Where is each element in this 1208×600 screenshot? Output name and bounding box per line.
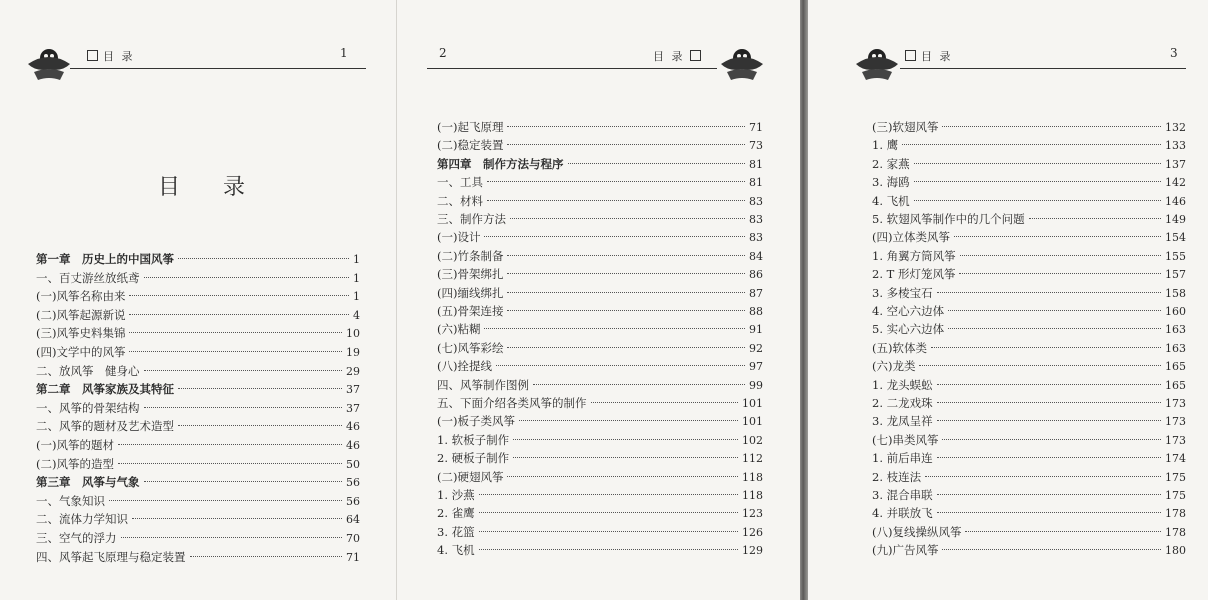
entry-title: (九)广告风筝	[872, 543, 939, 558]
dot-leader	[507, 292, 745, 293]
dot-leader	[937, 420, 1161, 421]
toc-entry	[437, 210, 763, 228]
running-header: 目 录	[900, 48, 953, 64]
dot-leader	[510, 218, 745, 219]
toc-entry	[872, 173, 1186, 191]
entry-page-number: 165	[1165, 360, 1186, 374]
toc-entry	[437, 265, 763, 283]
entry-title: 5. 软翅风筝制作中的几个问题	[872, 212, 1025, 226]
entry-title: 2. T 形灯笼风筝	[872, 267, 956, 282]
entry-page-number: 91	[749, 323, 763, 337]
dot-leader	[132, 518, 342, 519]
dot-leader	[1029, 218, 1161, 219]
toc-entry	[437, 228, 763, 246]
dot-leader	[178, 425, 342, 426]
box-icon	[690, 50, 701, 61]
entry-page-number: 180	[1165, 544, 1186, 558]
entry-title: 3. 花篮	[437, 524, 475, 539]
entry-title: 3. 多棱宝石	[872, 285, 933, 300]
entry-page-number: 132	[1165, 121, 1186, 134]
toc-entry	[437, 394, 763, 412]
entry-page-number: 178	[1165, 525, 1186, 539]
entry-page-number: 84	[749, 249, 763, 263]
entry-page-number: 102	[742, 433, 763, 447]
entry-page-number: 149	[1165, 213, 1186, 226]
toc-entry	[437, 302, 763, 320]
entry-title: 三、空气的浮力	[36, 531, 117, 545]
toc-entry	[437, 541, 763, 559]
toc-entry	[36, 399, 360, 417]
dot-leader	[937, 494, 1161, 495]
dot-leader	[479, 531, 738, 532]
entry-page-number: 163	[1165, 341, 1186, 355]
toc-entry	[872, 136, 1186, 154]
entry-page-number: 70	[346, 532, 360, 545]
entry-page-number: 83	[749, 194, 763, 208]
page-2	[396, 0, 800, 600]
entry-title: (一)起飞原理	[437, 120, 504, 134]
entry-title: (一)设计	[437, 230, 481, 245]
entry-title: 4. 并联放飞	[872, 506, 933, 521]
toc-entry	[872, 210, 1186, 228]
dot-leader	[178, 258, 349, 259]
dot-leader	[487, 200, 745, 201]
dot-leader	[507, 273, 745, 274]
toc-entry	[872, 228, 1186, 246]
toc-entry	[872, 394, 1186, 412]
toc-entry	[36, 529, 360, 547]
dot-leader	[568, 163, 746, 164]
dot-leader	[129, 295, 349, 296]
entry-title: (二)稳定装置	[437, 138, 504, 153]
entry-title: 3. 海鸥	[872, 175, 910, 190]
dot-leader	[937, 402, 1161, 403]
entry-page-number: 173	[1165, 415, 1186, 429]
page-number: 3	[1170, 46, 1178, 60]
entry-page-number: 157	[1165, 268, 1186, 282]
toc-title: 目 录	[158, 175, 263, 200]
entry-title: 一、风筝的骨架结构	[36, 400, 140, 415]
dot-leader	[942, 439, 1161, 440]
toc-entry	[872, 192, 1186, 210]
entry-title: (六)粘糊	[437, 322, 481, 337]
toc-entry	[872, 302, 1186, 320]
running-header: 目 录	[82, 48, 135, 64]
entry-title: 4. 空心六边体	[872, 304, 945, 318]
toc-entry	[36, 436, 360, 454]
dot-leader	[513, 457, 738, 458]
dot-leader	[129, 332, 342, 333]
dot-leader	[960, 255, 1161, 256]
toc-entry	[437, 523, 763, 541]
dot-leader	[129, 314, 349, 315]
entry-title: (一)风筝名称由来	[36, 289, 126, 304]
entry-title: 一、百丈游丝放纸鸢	[36, 270, 140, 285]
entry-title: 4. 飞机	[437, 543, 475, 558]
dot-leader	[144, 277, 350, 278]
entry-page-number: 155	[1165, 249, 1186, 263]
entry-page-number: 1	[353, 253, 360, 266]
entry-title: 1. 角翼方筒风筝	[872, 248, 956, 263]
entry-title: 1. 沙燕	[437, 488, 475, 502]
box-icon	[87, 50, 98, 61]
entry-page-number: 81	[749, 157, 763, 171]
dot-leader	[487, 181, 745, 182]
toc-entry	[36, 287, 360, 305]
entry-page-number: 83	[749, 213, 763, 226]
toc-entry	[872, 118, 1186, 136]
toc-entry	[437, 118, 763, 136]
entry-title: (三)风筝史料集锦	[36, 326, 126, 341]
dot-leader	[948, 310, 1161, 311]
entry-title: 五、下面介绍各类风筝的制作	[437, 396, 587, 410]
entry-title: (五)软体类	[872, 340, 927, 355]
entry-title: 2. 硬板子制作	[437, 451, 510, 466]
entry-title: (七)风筝彩绘	[437, 340, 504, 355]
entry-page-number: 10	[346, 327, 360, 341]
entry-title: 5. 实心六边体	[872, 322, 945, 337]
dot-leader	[914, 181, 1161, 182]
entry-page-number: 178	[1165, 507, 1186, 521]
entry-page-number: 73	[749, 139, 763, 153]
entry-page-number: 1	[353, 290, 360, 304]
entry-title: 一、气象知识	[36, 493, 105, 508]
entry-page-number: 112	[742, 452, 763, 466]
kite-ornament-icon	[854, 42, 900, 86]
toc-entry	[36, 362, 360, 380]
toc-entry	[872, 155, 1186, 173]
page-3	[808, 0, 1208, 600]
toc-entry	[437, 339, 763, 357]
entry-page-number: 173	[1165, 397, 1186, 410]
entry-title: 二、放风筝 健身心	[36, 363, 140, 378]
toc-entry	[437, 173, 763, 191]
entry-page-number: 19	[346, 346, 360, 359]
toc-entry	[872, 504, 1186, 522]
dot-leader	[937, 292, 1161, 293]
entry-page-number: 146	[1165, 194, 1186, 208]
entry-page-number: 29	[346, 364, 360, 378]
entry-page-number: 46	[346, 420, 360, 434]
running-header: 目 录	[653, 48, 706, 64]
entry-title: (四)缅线绑扎	[437, 285, 504, 300]
entry-page-number: 64	[346, 513, 360, 527]
toc-entry	[872, 468, 1186, 486]
entry-title: 3. 混合串联	[872, 488, 933, 502]
dot-leader	[937, 457, 1161, 458]
entry-title: (六)龙类	[872, 359, 916, 374]
toc-entry	[437, 468, 763, 486]
toc-entry	[872, 412, 1186, 430]
toc-entry	[36, 510, 360, 528]
entry-page-number: 101	[742, 415, 763, 429]
toc-entry	[872, 449, 1186, 467]
toc-entry	[872, 376, 1186, 394]
entry-title: (五)骨架连接	[437, 304, 504, 318]
dot-leader	[109, 500, 342, 501]
dot-leader	[533, 384, 745, 385]
dot-leader	[507, 347, 745, 348]
toc-entry	[437, 357, 763, 375]
entry-title: 二、流体力学知识	[36, 512, 128, 527]
entry-title: 二、材料	[437, 193, 483, 208]
toc-entry	[437, 376, 763, 394]
entry-page-number: 97	[749, 360, 763, 374]
entry-title: 2. 家燕	[872, 156, 910, 171]
kite-ornament-icon	[719, 42, 765, 86]
dot-leader	[479, 549, 738, 550]
entry-page-number: 173	[1165, 433, 1186, 447]
toc-entry	[36, 455, 360, 473]
toc-entry	[872, 339, 1186, 357]
toc-chapter-entry	[36, 473, 360, 491]
entry-page-number: 46	[346, 439, 360, 452]
dot-leader	[118, 463, 342, 464]
entry-page-number: 174	[1165, 452, 1186, 466]
toc-entry	[872, 265, 1186, 283]
toc-entry	[872, 320, 1186, 338]
dot-leader	[902, 144, 1161, 145]
dot-leader	[118, 444, 342, 445]
toc-entry	[437, 192, 763, 210]
toc-entry	[872, 284, 1186, 302]
entry-page-number: 154	[1165, 231, 1186, 245]
entry-page-number: 56	[346, 494, 360, 508]
entry-title: (二)竹条制备	[437, 248, 504, 263]
toc-entry	[36, 417, 360, 435]
dot-leader	[484, 328, 745, 329]
entry-page-number: 133	[1165, 139, 1186, 153]
entry-title: (三)骨架绑扎	[437, 267, 504, 282]
toc-entry	[872, 486, 1186, 504]
entry-title: (一)板子类风筝	[437, 414, 515, 429]
entry-page-number: 56	[346, 476, 360, 490]
entry-title: 第二章 风筝家族及其特征	[36, 382, 174, 397]
toc-chapter-entry	[36, 250, 360, 268]
entry-page-number: 118	[742, 489, 763, 502]
entry-title: 4. 飞机	[872, 193, 910, 208]
entry-page-number: 71	[749, 121, 763, 134]
page-number: 1	[340, 46, 348, 60]
dot-leader	[496, 365, 745, 366]
dot-leader	[519, 420, 738, 421]
toc-entry	[36, 548, 360, 566]
entry-page-number: 99	[749, 378, 763, 392]
entry-page-number: 92	[749, 341, 763, 355]
entry-page-number: 101	[742, 397, 763, 410]
entry-page-number: 71	[346, 550, 360, 564]
dot-leader	[507, 476, 738, 477]
dot-leader	[937, 384, 1161, 385]
toc-entry	[437, 284, 763, 302]
dot-leader	[937, 512, 1161, 513]
entry-title: (四)文学中的风筝	[36, 345, 126, 359]
toc-entry	[437, 320, 763, 338]
toc-chapter-entry	[437, 155, 763, 173]
toc-entry	[36, 269, 360, 287]
entry-title: (二)风筝起源新说	[36, 307, 126, 322]
toc-entry	[36, 492, 360, 510]
dot-leader	[959, 273, 1161, 274]
dot-leader	[144, 407, 343, 408]
entry-title: (七)串类风筝	[872, 432, 939, 447]
entry-title: 四、风筝起飞原理与稳定装置	[36, 549, 186, 564]
dot-leader	[948, 328, 1161, 329]
toc-entry	[872, 357, 1186, 375]
toc-entry	[437, 486, 763, 504]
entry-page-number: 37	[346, 383, 360, 397]
toc-entry	[437, 449, 763, 467]
entry-title: 一、工具	[437, 175, 483, 190]
dot-leader	[954, 236, 1161, 237]
entry-page-number: 1	[353, 271, 360, 285]
entry-title: 1. 鹰	[872, 138, 899, 153]
entry-title: 3. 龙凤呈祥	[872, 414, 933, 429]
entry-title: 第三章 风筝与气象	[36, 475, 140, 490]
dot-leader	[914, 200, 1161, 201]
dot-leader	[965, 531, 1161, 532]
dot-leader	[121, 537, 343, 538]
entry-page-number: 81	[749, 176, 763, 190]
toc-entry	[872, 523, 1186, 541]
dot-leader	[507, 255, 745, 256]
entry-title: (八)复线操纵风筝	[872, 524, 962, 539]
kite-ornament-icon	[26, 42, 72, 86]
dot-leader	[925, 476, 1161, 477]
dot-leader	[507, 144, 745, 145]
entry-page-number: 137	[1165, 157, 1186, 171]
dot-leader	[144, 370, 343, 371]
entry-page-number: 129	[742, 544, 763, 558]
dot-leader	[513, 439, 738, 440]
toc-entry	[36, 343, 360, 361]
entry-title: 四、风筝制作图例	[437, 377, 529, 392]
entry-page-number: 37	[346, 401, 360, 415]
header-rule	[427, 68, 717, 69]
dot-leader	[942, 549, 1161, 550]
toc-entry	[36, 324, 360, 342]
toc-entry	[872, 247, 1186, 265]
entry-page-number: 4	[353, 308, 360, 322]
entry-page-number: 158	[1165, 286, 1186, 300]
entry-page-number: 175	[1165, 489, 1186, 502]
entry-title: 2. 枝连法	[872, 469, 922, 484]
entry-page-number: 165	[1165, 378, 1186, 392]
toc-entry	[437, 431, 763, 449]
entry-title: (八)拴提线	[437, 359, 492, 374]
dot-leader	[942, 126, 1161, 127]
entry-page-number: 160	[1165, 305, 1186, 318]
entry-title: (一)风筝的题材	[36, 438, 114, 452]
dot-leader	[190, 556, 343, 557]
header-rule	[70, 68, 366, 69]
entry-title: 2. 雀鹰	[437, 506, 475, 521]
toc-entry	[437, 136, 763, 154]
entry-page-number: 123	[742, 507, 763, 521]
dot-leader	[507, 310, 745, 311]
entry-page-number: 88	[749, 305, 763, 318]
entry-page-number: 87	[749, 286, 763, 300]
entry-page-number: 163	[1165, 323, 1186, 337]
box-icon	[905, 50, 916, 61]
entry-title: 第一章 历史上的中国风筝	[36, 252, 174, 266]
book-spine	[800, 0, 808, 600]
toc-entry	[872, 541, 1186, 559]
entry-title: (四)立体类风筝	[872, 230, 950, 245]
toc-entry	[872, 431, 1186, 449]
toc-entry	[437, 412, 763, 430]
dot-leader	[914, 163, 1161, 164]
dot-leader	[507, 126, 745, 127]
dot-leader	[919, 365, 1161, 366]
entry-title: 1. 软板子制作	[437, 432, 510, 447]
toc-entry	[36, 306, 360, 324]
entry-title: 二、风筝的题材及艺术造型	[36, 419, 174, 434]
entry-title: (二)硬翅风筝	[437, 469, 504, 484]
header-rule	[900, 68, 1186, 69]
toc-chapter-entry	[36, 380, 360, 398]
dot-leader	[931, 347, 1161, 348]
entry-title: (二)风筝的造型	[36, 456, 114, 471]
dot-leader	[178, 388, 342, 389]
entry-title: 1. 龙头蜈蚣	[872, 377, 933, 392]
dot-leader	[484, 236, 745, 237]
entry-title: 2. 二龙戏珠	[872, 396, 933, 410]
entry-title: 第四章 制作方法与程序	[437, 156, 564, 171]
entry-page-number: 142	[1165, 176, 1186, 190]
entry-title: 1. 前后串连	[872, 451, 933, 466]
dot-leader	[129, 351, 342, 352]
dot-leader	[591, 402, 739, 403]
entry-title: (三)软翅风筝	[872, 120, 939, 134]
entry-page-number: 50	[346, 457, 360, 471]
entry-page-number: 86	[749, 268, 763, 282]
entry-page-number: 175	[1165, 470, 1186, 484]
toc-entry	[437, 504, 763, 522]
entry-page-number: 118	[742, 470, 763, 484]
entry-page-number: 83	[749, 231, 763, 245]
toc-entry	[437, 247, 763, 265]
page-number: 2	[439, 46, 447, 60]
entry-title: 三、制作方法	[437, 212, 506, 226]
dot-leader	[479, 512, 738, 513]
dot-leader	[479, 494, 738, 495]
page-1	[0, 0, 396, 600]
dot-leader	[144, 481, 343, 482]
entry-page-number: 126	[742, 525, 763, 539]
